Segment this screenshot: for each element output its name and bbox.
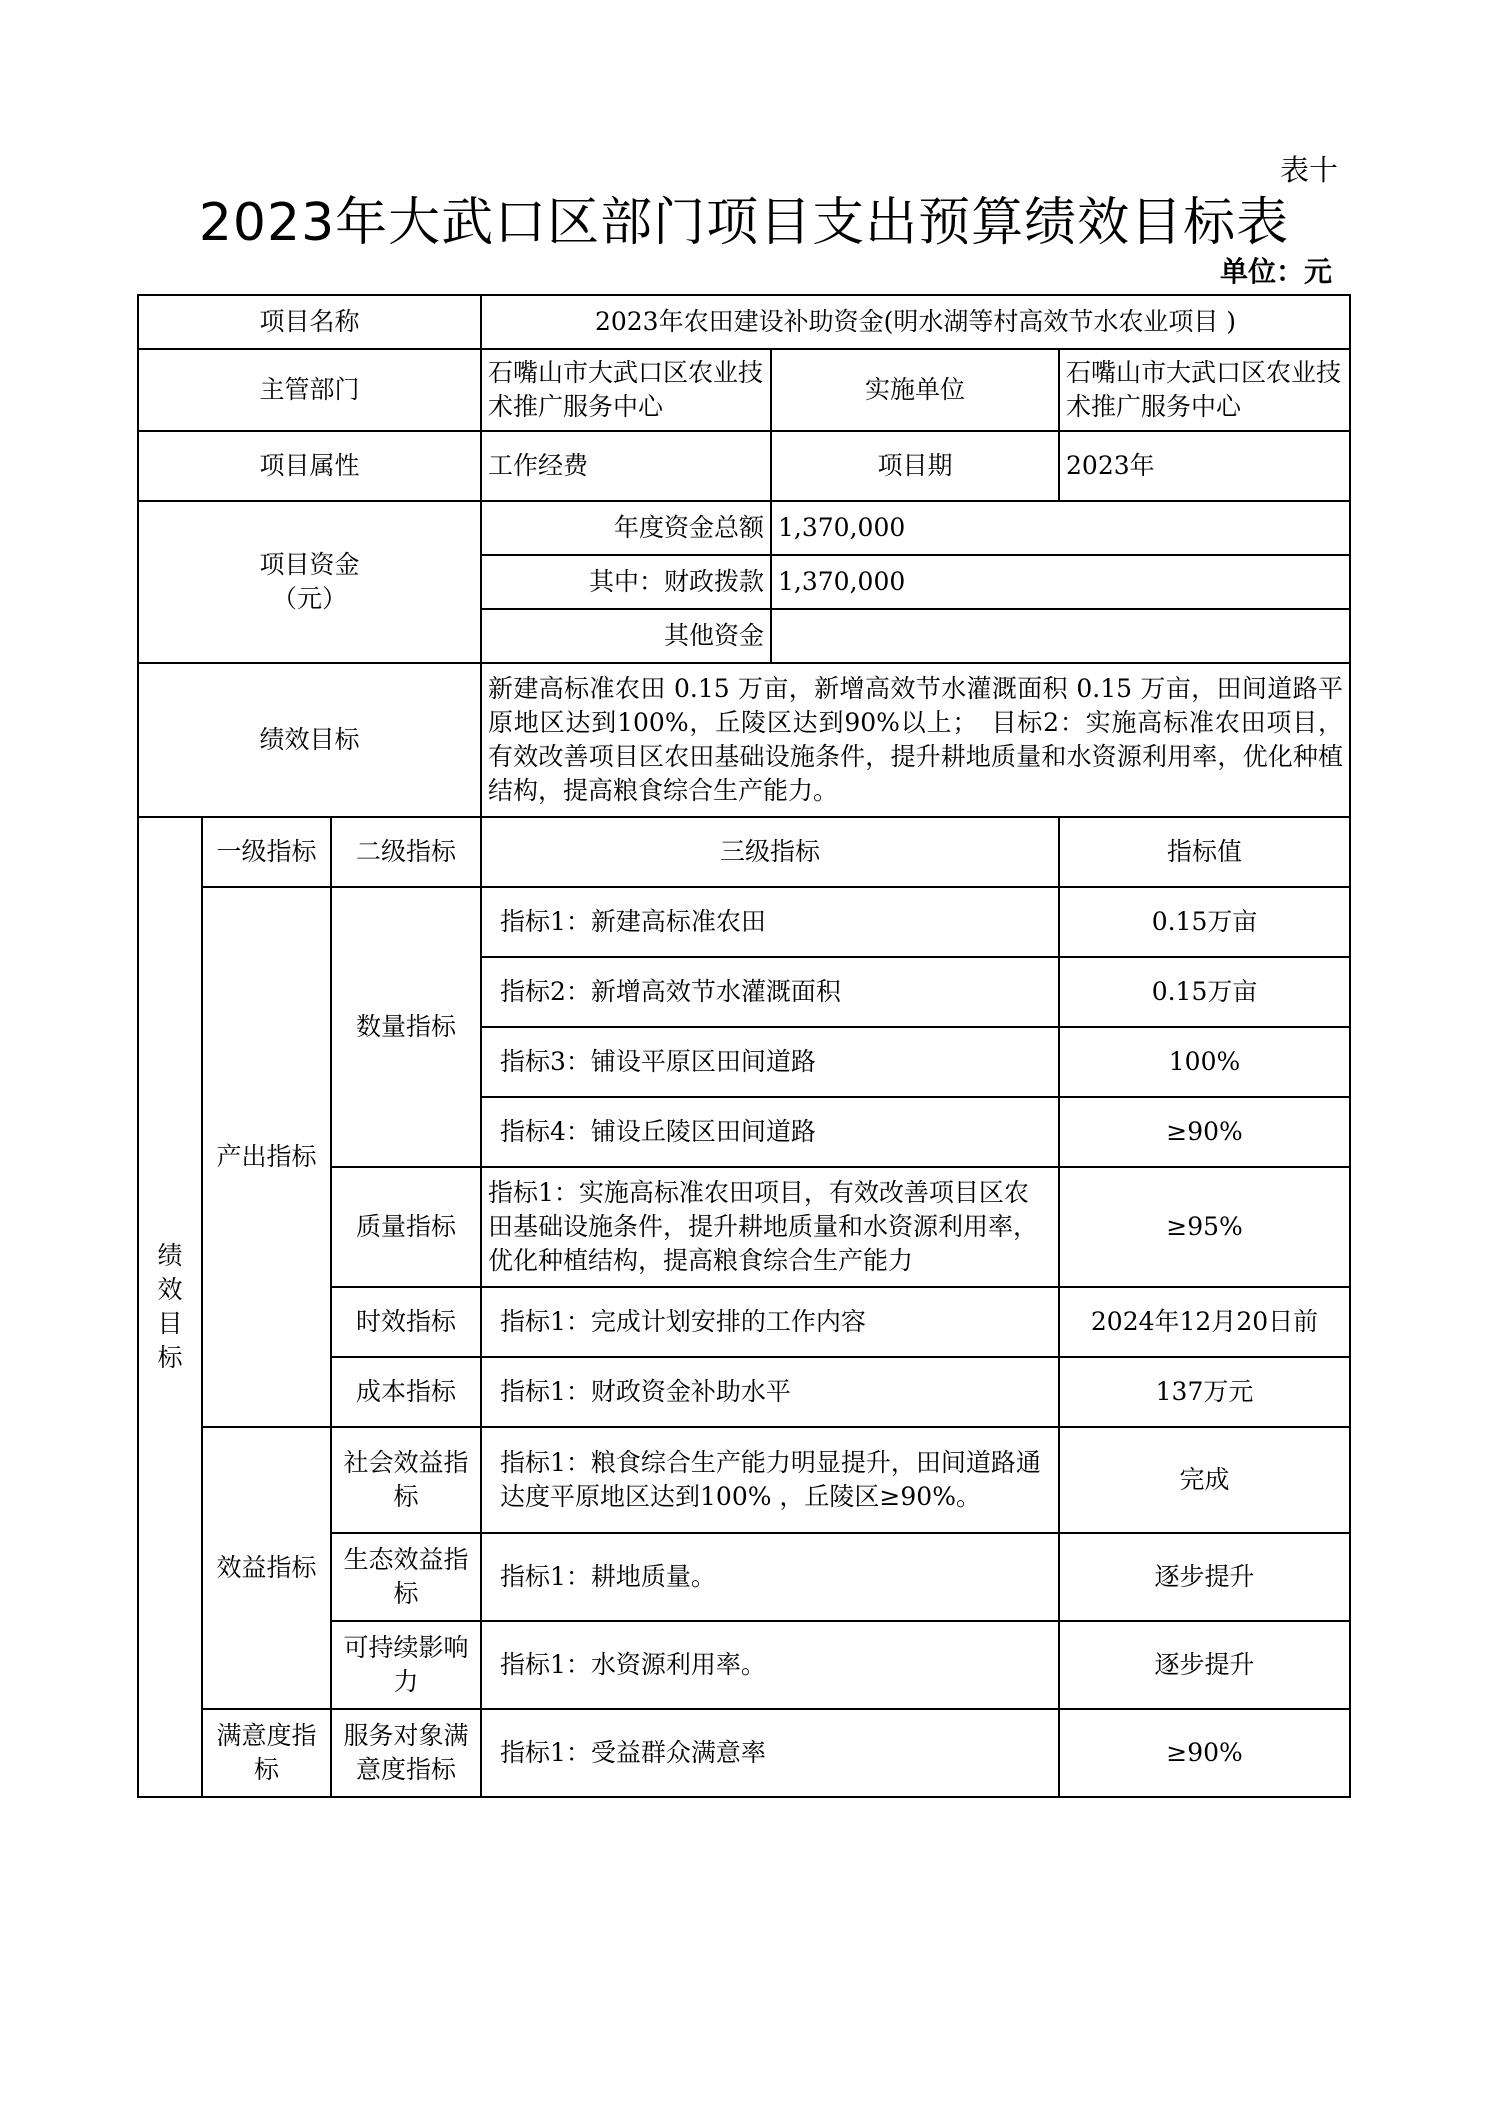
goal-label: 绩效目标: [138, 663, 481, 817]
indicator-text: 指标2：新增高效节水灌溉面积: [481, 957, 1059, 1027]
indicator-text: 指标1：实施高标准农田项目，有效改善项目区农田基础设施条件，提升耕地质量和水资源利用率，优化种植结构，提高粮食综合生产能力: [481, 1167, 1059, 1287]
indicator-value: 完成: [1059, 1427, 1350, 1533]
attr-label: 项目属性: [138, 431, 481, 501]
table-row: [138, 1427, 1350, 1533]
table-number: 表十: [1280, 153, 1339, 187]
row-indicator-header: [138, 817, 1350, 887]
indicator-value: 137万元: [1059, 1357, 1350, 1427]
fiscal-label: 其中：财政拨款: [481, 555, 771, 609]
row-department: [138, 349, 1350, 431]
impl-value: 石嘴山市大武口区农业技术推广服务中心: [1059, 349, 1350, 431]
social-label: 社会效益指标: [331, 1427, 481, 1533]
period-value: 2023年: [1059, 431, 1350, 501]
side-label: 绩 效 目 标: [138, 817, 202, 1797]
fund-label: 项目资金: [259, 550, 360, 579]
indicator-value: 2024年12月20日前: [1059, 1287, 1350, 1357]
dept-value: 石嘴山市大武口区农业技术推广服务中心: [481, 349, 771, 431]
quantity-label: 数量指标: [331, 887, 481, 1167]
output-label: 产出指标: [202, 887, 331, 1427]
indicator-value: 0.15万亩: [1059, 957, 1350, 1027]
indicator-text: 指标1：粮食综合生产能力明显提升，田间道路通达度平原地区达到100% ，丘陵区≥90%。: [481, 1427, 1059, 1533]
row-project-name: [138, 295, 1350, 349]
impl-label: 实施单位: [771, 349, 1059, 431]
attr-value: 工作经费: [481, 431, 771, 501]
table-row: [138, 887, 1350, 957]
unit-label: 单位：元: [1220, 255, 1333, 288]
project-name-value: 2023年农田建设补助资金(明水湖等村高效节水农业项目 ): [481, 295, 1350, 349]
header-level1: 一级指标: [202, 817, 331, 887]
indicator-value: 逐步提升: [1059, 1621, 1350, 1709]
fiscal-value: 1,370,000: [771, 555, 1350, 609]
table-row: [138, 1709, 1350, 1797]
other-value: [771, 609, 1350, 663]
indicator-text: 指标1：受益群众满意率: [481, 1709, 1059, 1797]
eco-label: 生态效益指标: [331, 1533, 481, 1621]
total-label: 年度资金总额: [481, 501, 771, 555]
header-value: 指标值: [1059, 817, 1350, 887]
indicator-value: 0.15万亩: [1059, 887, 1350, 957]
fund-label-cell: [138, 501, 481, 663]
period-label: 项目期: [771, 431, 1059, 501]
other-label: 其他资金: [481, 609, 771, 663]
row-goal: [138, 663, 1350, 817]
project-name-label: 项目名称: [138, 295, 481, 349]
satisfaction-label: 满意度指标: [202, 1709, 331, 1797]
total-value: 1,370,000: [771, 501, 1350, 555]
goal-value: 新建高标准农田 0.15 万亩，新增高效节水灌溉面积 0.15 万亩，田间道路平原地区达到100%，丘陵区达到90%以上； 目标2：实施高标准农田项目，有效改善项目区农田基础设施条件，提升耕地质量和水资源利用率，优化种植结构，提高粮食综合生产能力。: [481, 663, 1350, 817]
indicator-value: 逐步提升: [1059, 1533, 1350, 1621]
quality-label: 质量指标: [331, 1167, 481, 1287]
service-label: 服务对象满意度指标: [331, 1709, 481, 1797]
indicator-value: ≥90%: [1059, 1709, 1350, 1797]
row-fund-total: [138, 501, 1350, 555]
indicator-value: ≥95%: [1059, 1167, 1350, 1287]
row-attribute: [138, 431, 1350, 501]
benefit-label: 效益指标: [202, 1427, 331, 1709]
indicator-text: 指标1：耕地质量。: [481, 1533, 1059, 1621]
dept-label: 主管部门: [138, 349, 481, 431]
indicator-text: 指标1：完成计划安排的工作内容: [481, 1287, 1059, 1357]
indicator-text: 指标1：财政资金补助水平: [481, 1357, 1059, 1427]
header-level2: 二级指标: [331, 817, 481, 887]
indicator-value: ≥90%: [1059, 1097, 1350, 1167]
indicator-text: 指标3：铺设平原区田间道路: [481, 1027, 1059, 1097]
indicator-text: 指标1：水资源利用率。: [481, 1621, 1059, 1709]
fund-unit: （元）: [272, 584, 348, 613]
sustain-label: 可持续影响力: [331, 1621, 481, 1709]
header-level3: 三级指标: [481, 817, 1059, 887]
timeliness-label: 时效指标: [331, 1287, 481, 1357]
indicator-text: 指标1：新建高标准农田: [481, 887, 1059, 957]
page-title: 2023年大武口区部门项目支出预算绩效目标表: [198, 193, 1290, 253]
cost-label: 成本指标: [331, 1357, 481, 1427]
performance-table: [137, 294, 1351, 1798]
indicator-value: 100%: [1059, 1027, 1350, 1097]
indicator-text: 指标4：铺设丘陵区田间道路: [481, 1097, 1059, 1167]
